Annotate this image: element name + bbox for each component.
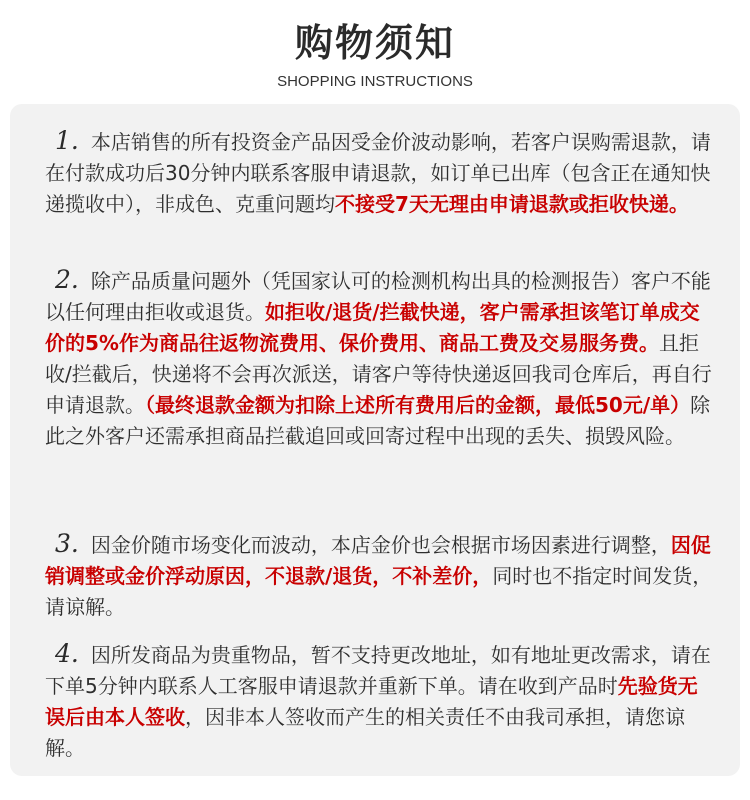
- page-header: [0, 0, 750, 100]
- item-text: 本店销售的所有投资金产品因受金价波动影响，若客户误购需退款，请在付款成功后30分钟内联系客服申请退款，如订单已出库（包含正在通知快递揽收中），非成色、克重问题均: [45, 130, 711, 216]
- item-text: 除此之外客户还需承担商品拦截追回或回寄过程中出现的丢失、损毁风险。: [45, 393, 711, 448]
- page-title: 购物须知: [294, 21, 455, 65]
- page-subtitle: SHOPPING INSTRUCTIONS: [277, 73, 473, 90]
- item-emphasis-text: 因促销调整或金价浮动原因，不退款/退货，不补差价，: [45, 533, 711, 588]
- item-emphasis-text: 先验货无误后由本人签收: [45, 674, 698, 729]
- item-number: 4.: [55, 639, 79, 668]
- item-number: 2.: [55, 265, 79, 294]
- item-text: ，因非本人签收而产生的相关责任不由我司承担，请您谅解。: [45, 705, 685, 760]
- item-text: 同时也不指定时间发货，请谅解。: [45, 564, 713, 619]
- item-emphasis-text: 不接受7天无理由申请退款或拒收快递。: [335, 192, 689, 216]
- instruction-item-3: [45, 528, 717, 623]
- item-number: 1.: [55, 126, 79, 155]
- item-text: 除产品质量问题外（凭国家认可的检测机构出具的检测报告）客户不能以任何理由拒收或退货。: [45, 269, 711, 324]
- item-text: 因所发商品为贵重物品，暂不支持更改地址，如有地址更改需求，请在下单5分钟内联系人工客服申请退款并重新下单。请在收到产品时: [45, 643, 711, 698]
- item-text: 且拒收/拦截后，快递将不会再次派送，请客户等待快递返回我司仓库后，再自行申请退款。: [45, 331, 712, 417]
- instruction-item-4: [45, 638, 717, 764]
- item-text: 因金价随市场变化而波动，本店金价也会根据市场因素进行调整，: [90, 533, 671, 557]
- item-emphasis-text: （最终退款金额为扣除上述所有费用后的金额，最低50元/单）: [145, 393, 691, 417]
- instruction-item-1: [45, 125, 717, 220]
- item-emphasis-text: 如拒收/退货/拦截快递，客户需承担该笔订单成交价的5%作为商品往返物流费用、保价费用、商品工费及交易服务费。: [45, 300, 700, 355]
- instruction-item-2: [45, 264, 717, 452]
- item-number: 3.: [55, 529, 79, 558]
